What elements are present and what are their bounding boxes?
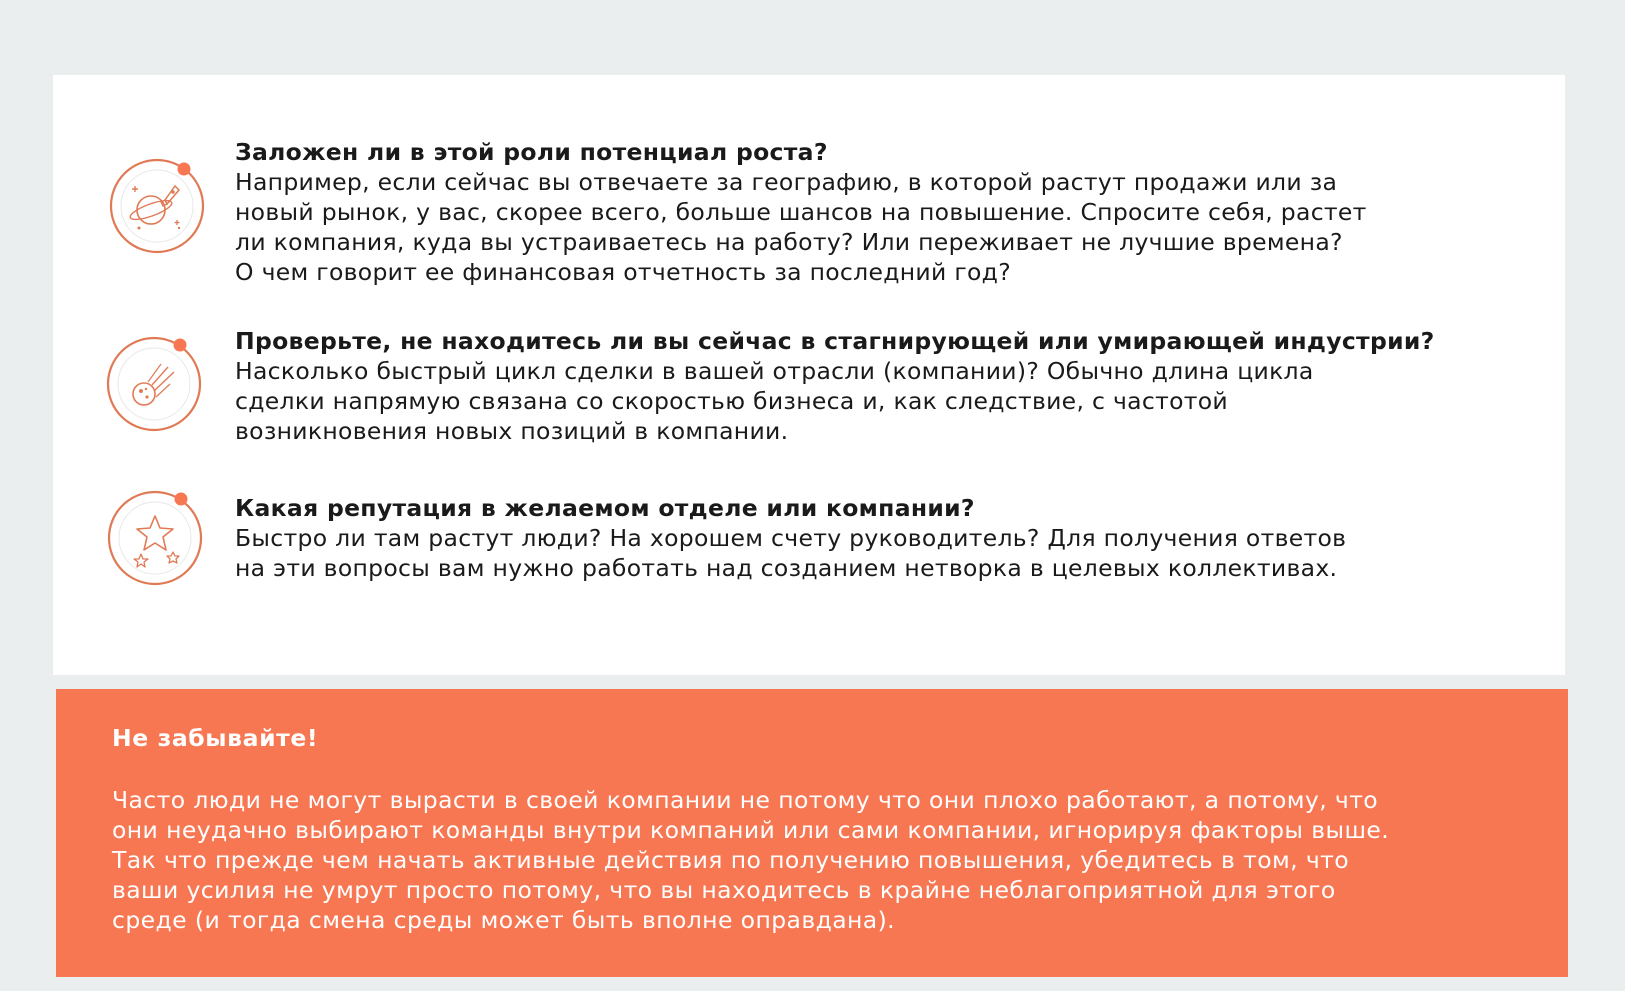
rocket-planet-icon — [109, 156, 209, 256]
item-text — [235, 493, 1515, 583]
reminder-line: среде (и тогда смена среды может быть вполне оправдана). — [112, 906, 896, 934]
reminder-title: Не забывайте! — [112, 724, 319, 752]
item-title: Проверьте, не находитесь ли вы сейчас в стагнирующей или умирающей индустрии? — [235, 327, 1435, 355]
reminder-body — [112, 785, 1389, 935]
item-line: Быстро ли там растут люди? На хорошем счету руководитель? Для получения ответов — [235, 524, 1347, 552]
reminder-banner — [56, 689, 1568, 977]
item-line: О чем говорит ее финансовая отчетность за последний год? — [235, 258, 1011, 286]
item-line: Насколько быстрый цикл сделки в вашей отрасли (компании)? Обычно длина цикла — [235, 357, 1314, 385]
item-title: Какая репутация в желаемом отделе или компании? — [235, 494, 975, 522]
item-text — [235, 326, 1515, 446]
reminder-line: ваши усилия не умрут просто потому, что вы находитесь в крайне неблагоприятной для этого — [112, 876, 1336, 904]
reminder-line: Часто люди не могут вырасти в своей компании не потому что они плохо работают, а потому, что — [112, 786, 1379, 814]
item-text — [235, 137, 1515, 287]
item-line: новый рынок, у вас, скорее всего, больше шансов на повышение. Спросите себя, растет — [235, 198, 1367, 226]
item-line: на эти вопросы вам нужно работать над созданием нетворка в целевых коллективах. — [235, 554, 1338, 582]
item-line: возникновения новых позиций в компании. — [235, 417, 789, 445]
stars-icon — [107, 488, 207, 588]
item-line: сделки напрямую связана со скоростью бизнеса и, как следствие, с частотой — [235, 387, 1228, 415]
item-line: Например, если сейчас вы отвечаете за географию, в которой растут продажи или за — [235, 168, 1338, 196]
meteor-icon — [106, 334, 206, 434]
item-line: ли компания, куда вы устраиваетесь на работу? Или переживает не лучшие времена? — [235, 228, 1343, 256]
content-card — [53, 75, 1565, 675]
item-title: Заложен ли в этой роли потенциал роста? — [235, 138, 828, 166]
reminder-line: Так что прежде чем начать активные действия по получению повышения, убедитесь в том, что — [112, 846, 1350, 874]
reminder-line: они неудачно выбирают команды внутри компаний или сами компании, игнорируя факторы выше. — [112, 816, 1390, 844]
